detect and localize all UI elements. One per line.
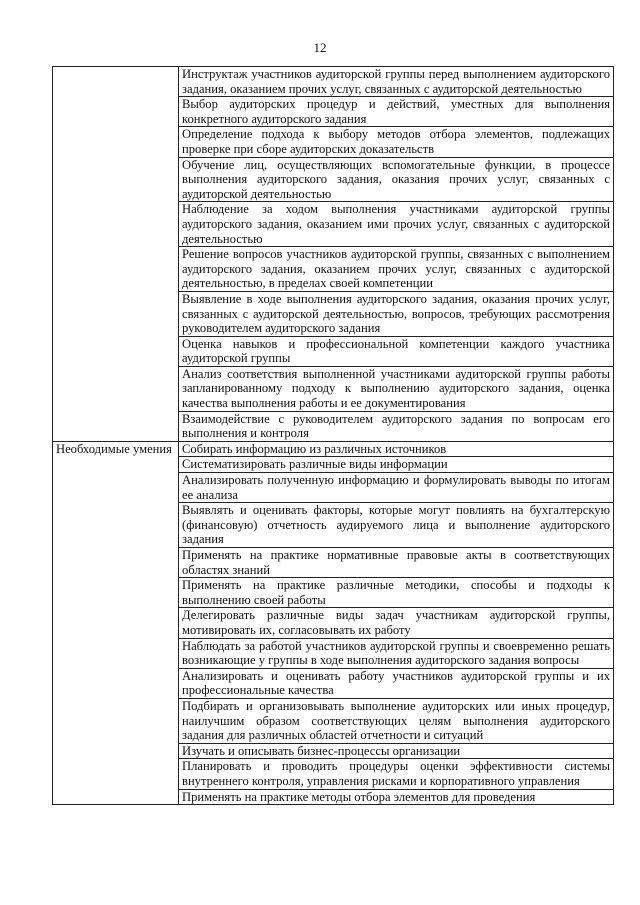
requirement-cell: Анализ соответствия выполненной участниками аудиторской группы работы запланированному подходу к выполнению аудиторского задания, оценка качества выполнения работы и ее документирования bbox=[179, 366, 614, 411]
requirement-cell: Наблюдать за работой участников аудиторской группы и своевременно решать возникающие у группы в ходе выполнения аудиторского задания вопросы bbox=[179, 638, 614, 668]
requirement-cell: Применять на практике методы отбора элементов для проведения bbox=[179, 789, 614, 805]
requirement-cell: Анализировать и оценивать работу участников аудиторской группы и их профессиональные качества bbox=[179, 668, 614, 698]
page-number: 12 bbox=[313, 40, 327, 55]
table-row bbox=[53, 67, 614, 97]
requirement-cell: Собирать информацию из различных источников bbox=[179, 441, 614, 457]
section-label-cell bbox=[53, 67, 179, 442]
requirement-cell: Наблюдение за ходом выполнения участниками аудиторской группы аудиторского задания, оказанием ими прочих услуг, связанных с аудиторской деятельностью bbox=[179, 202, 614, 247]
requirements-table bbox=[52, 66, 614, 805]
requirement-cell: Оценка навыков и профессиональной компетенции каждого участника аудиторской группы bbox=[179, 336, 614, 366]
requirement-cell: Выявление в ходе выполнения аудиторского задания, оказания прочих услуг, связанных с аудиторской деятельностью, вопросов, требующих рассмотрения руководителем аудиторского задания bbox=[179, 291, 614, 336]
table-row bbox=[53, 441, 614, 457]
requirement-cell: Подбирать и организовывать выполнение аудиторских или иных процедур, наилучшим образом соответствующих целям выполнения аудиторского задания для различных областей отчетности и ситуаций bbox=[179, 698, 614, 743]
requirement-cell: Изучать и описывать бизнес-процессы организации bbox=[179, 743, 614, 759]
requirement-cell: Применять на практике различные методики, способы и подходы к выполнению своей работы bbox=[179, 578, 614, 608]
requirement-cell: Выявлять и оценивать факторы, которые могут повлиять на бухгалтерскую (финансовую) отчетность аудируемого лица и выполнение аудиторского задания bbox=[179, 503, 614, 548]
requirement-cell: Обучение лиц, осуществляющих вспомогательные функции, в процессе выполнения аудиторского задания, оказания прочих услуг, связанных с аудиторской деятельностью bbox=[179, 157, 614, 202]
requirement-cell: Делегировать различные виды задач участникам аудиторской группы, мотивировать их, согласовывать их работу bbox=[179, 608, 614, 638]
requirement-cell: Выбор аудиторских процедур и действий, уместных для выполнения конкретного аудиторского задания bbox=[179, 97, 614, 127]
section-label-cell: Необходимые умения bbox=[53, 441, 179, 804]
requirement-cell: Определение подхода к выбору методов отбора элементов, подлежащих проверке при сборе аудиторских доказательств bbox=[179, 127, 614, 157]
requirement-cell: Анализировать полученную информацию и формулировать выводы по итогам ее анализа bbox=[179, 473, 614, 503]
requirement-cell: Применять на практике нормативные правовые акты в соответствующих областях знаний bbox=[179, 548, 614, 578]
requirement-cell: Взаимодействие с руководителем аудиторского задания по вопросам его выполнения и контроля bbox=[179, 411, 614, 441]
requirement-cell: Решение вопросов участников аудиторской группы, связанных с выполнением аудиторского задания, оказанием прочих услуг, связанных с аудиторской деятельностью, в пределах своей компетенции bbox=[179, 247, 614, 292]
requirement-cell: Планировать и проводить процедуры оценки эффективности системы внутреннего контроля, управления рисками и корпоративного управления bbox=[179, 759, 614, 789]
requirement-cell: Инструктаж участников аудиторской группы перед выполнением аудиторского задания, оказанием прочих услуг, связанных с аудиторской деятельностью bbox=[179, 67, 614, 97]
requirement-cell: Систематизировать различные виды информации bbox=[179, 457, 614, 473]
table-body bbox=[53, 67, 614, 805]
